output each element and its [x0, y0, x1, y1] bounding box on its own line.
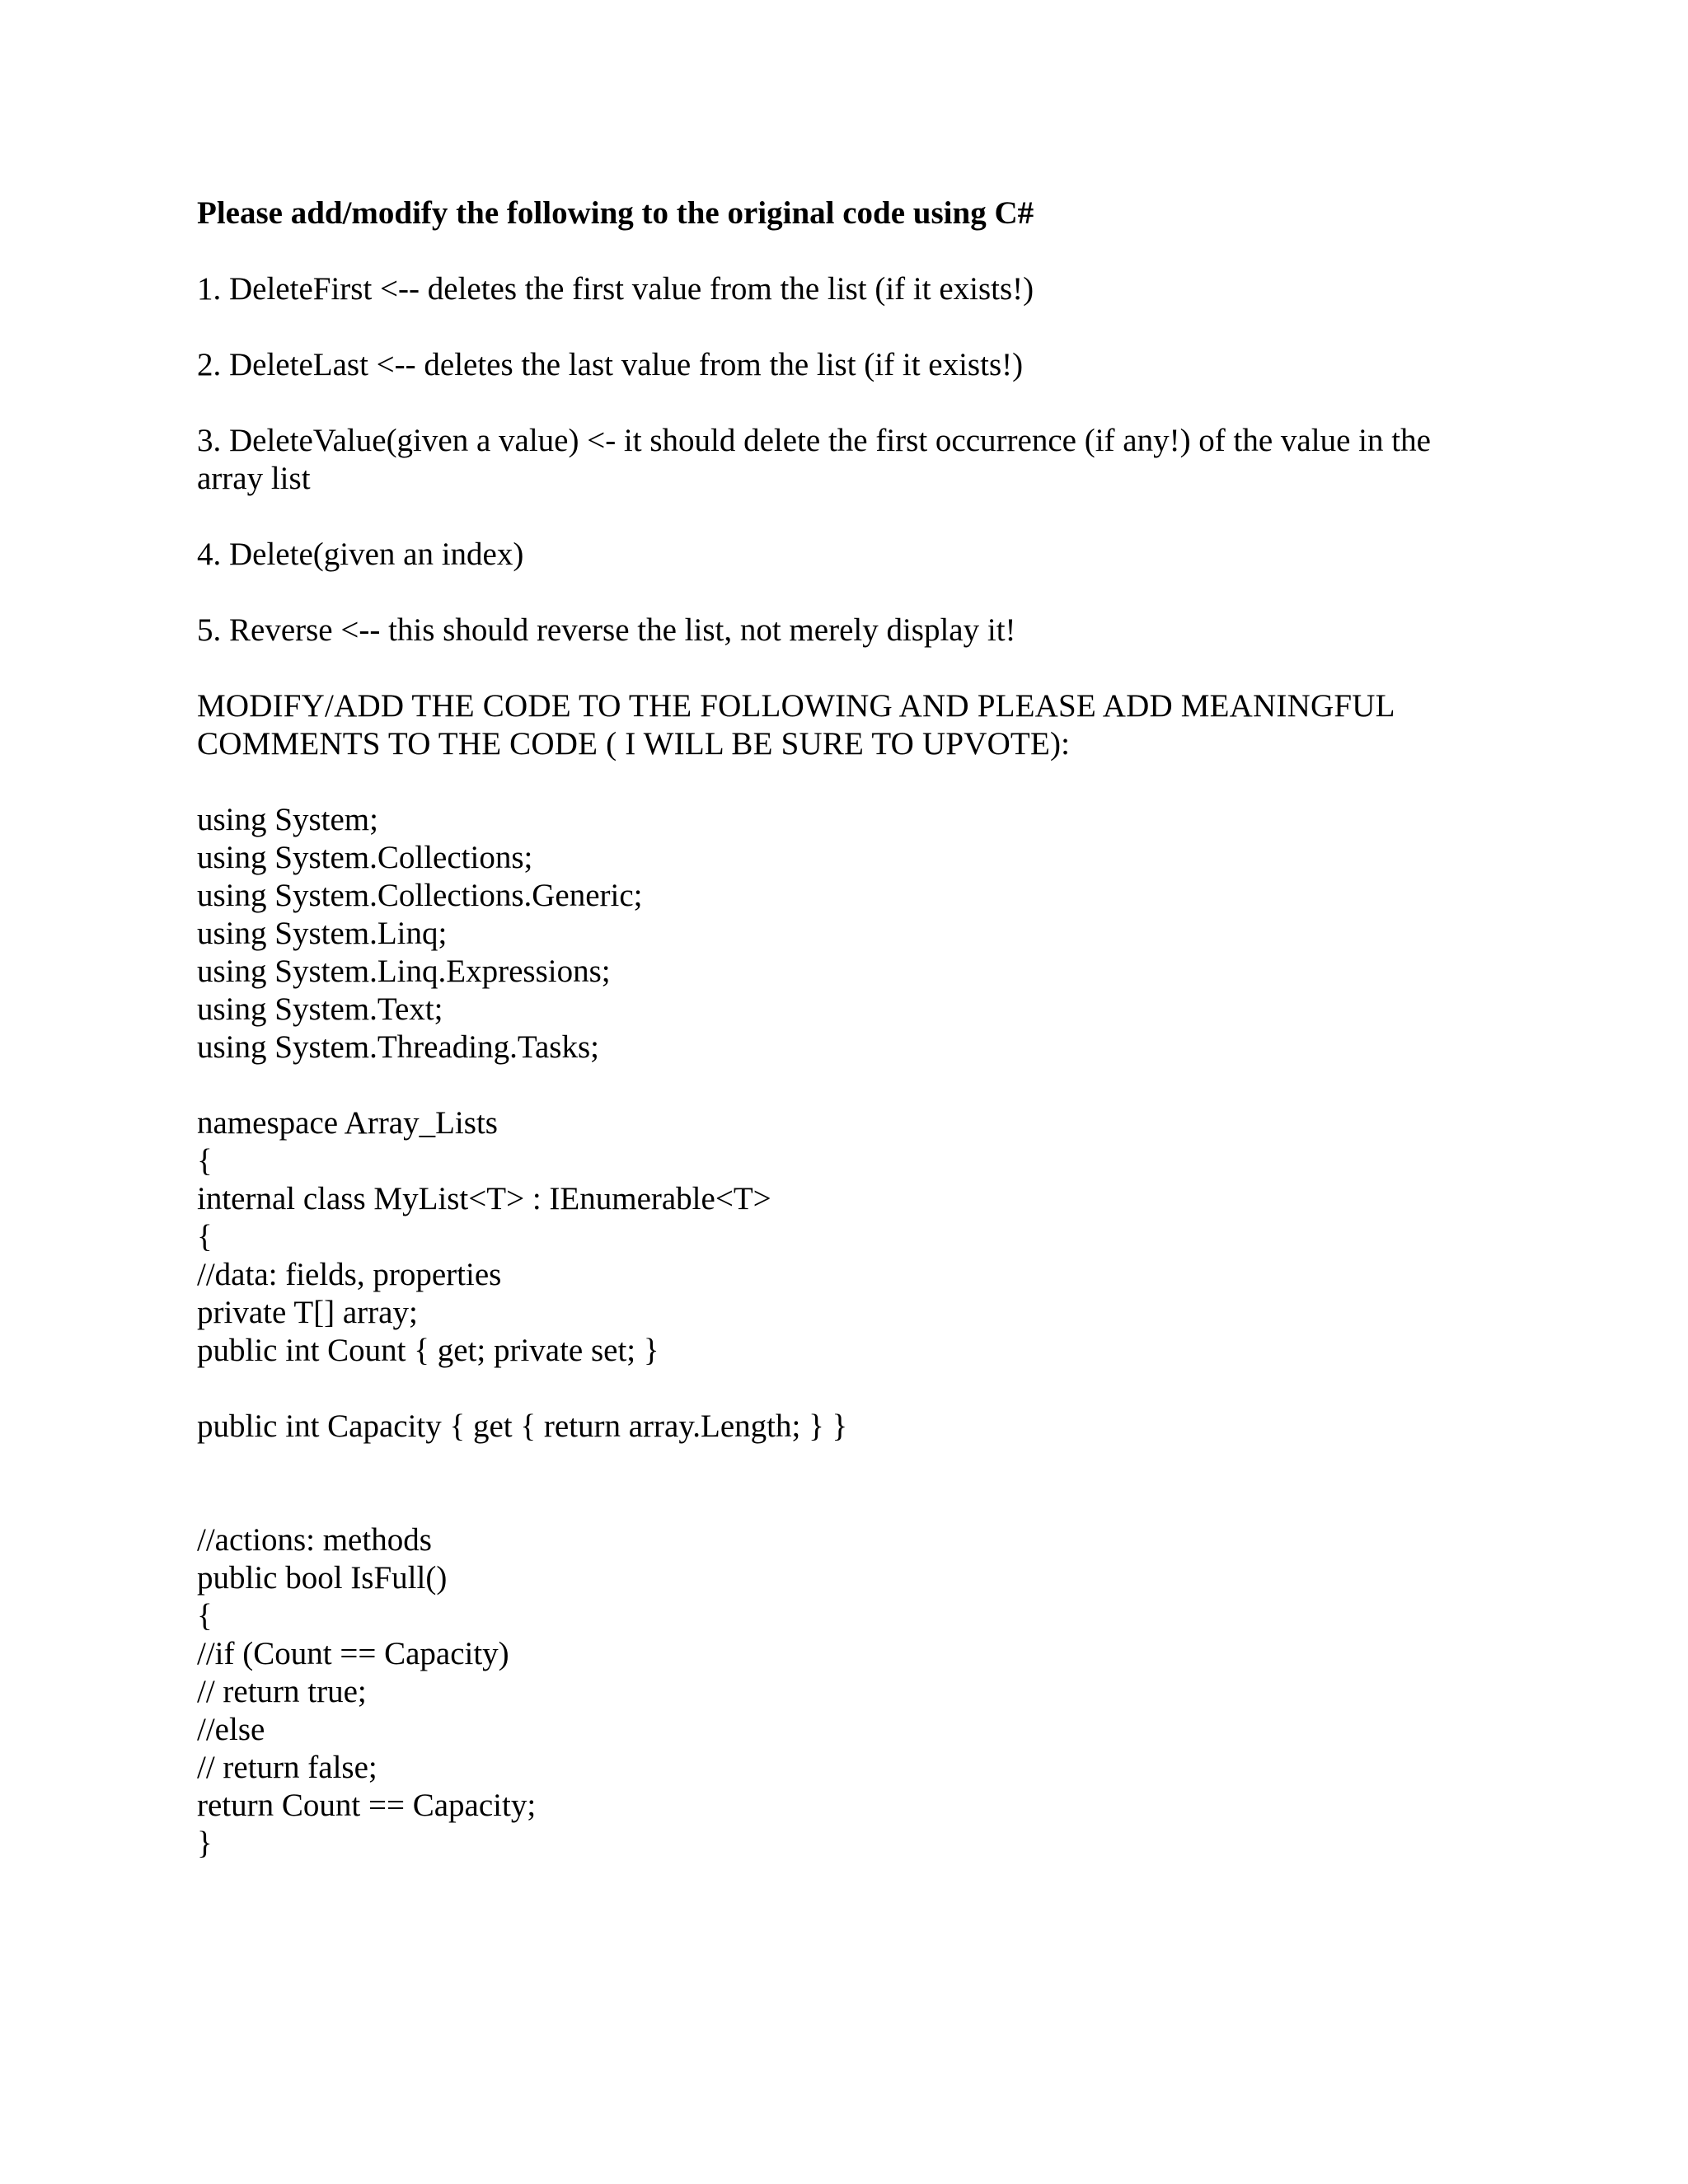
code-line: public int Capacity { get { return array.Length; } } — [197, 1408, 848, 1444]
code-line: internal class MyList<T> : IEnumerable<T> — [197, 1181, 771, 1216]
code-usings-block — [197, 801, 1483, 1066]
code-line: using System.Collections; — [197, 840, 533, 875]
code-line: private T[] array; — [197, 1295, 418, 1330]
code-class-block — [197, 1104, 1483, 1370]
code-line: //else — [197, 1712, 265, 1747]
code-capacity-block — [197, 1408, 1483, 1446]
code-line: //actions: methods — [197, 1522, 432, 1558]
code-line: //data: fields, properties — [197, 1257, 502, 1292]
code-line: return Count == Capacity; — [197, 1788, 537, 1823]
code-line: using System.Text; — [197, 991, 443, 1027]
requirement-item: 2. DeleteLast <-- deletes the last value from the list (if it exists!) — [197, 347, 1024, 382]
code-line — [197, 1483, 1483, 1521]
document-content — [197, 194, 1483, 1900]
requirement-item: 1. DeleteFirst <-- deletes the first value from the list (if it exists!) — [197, 271, 1034, 307]
document-heading: Please add/modify the following to the original code using C# — [197, 195, 1034, 231]
code-line: } — [197, 1825, 213, 1861]
code-line: // return true; — [197, 1674, 367, 1709]
code-line: public bool IsFull() — [197, 1560, 448, 1596]
requirement-item: 4. Delete(given an index) — [197, 537, 524, 572]
code-line: using System.Linq; — [197, 916, 448, 951]
code-line: { — [197, 1598, 213, 1633]
requirement-item: 3. DeleteValue(given a value) <- it should delete the first occurrence (if any!) of the value in the array list — [197, 423, 1431, 496]
code-line: using System.Threading.Tasks; — [197, 1029, 599, 1065]
code-line: using System.Collections.Generic; — [197, 878, 643, 913]
code-line: { — [197, 1219, 213, 1254]
instruction-text: MODIFY/ADD THE CODE TO THE FOLLOWING AND PLEASE ADD MEANINGFUL COMMENTS TO THE CODE ( I WILL BE SURE TO UPVOTE): — [197, 688, 1395, 762]
code-line: using System.Linq.Expressions; — [197, 954, 611, 989]
code-line: { — [197, 1143, 213, 1179]
code-line: namespace Array_Lists — [197, 1105, 498, 1141]
code-line: using System; — [197, 802, 378, 837]
code-methods-block — [197, 1483, 1483, 1863]
code-line: public int Count { get; private set; } — [197, 1333, 659, 1368]
requirement-item: 5. Reverse <-- this should reverse the list, not merely display it! — [197, 612, 1016, 648]
code-line: //if (Count == Capacity) — [197, 1636, 509, 1671]
code-line: // return false; — [197, 1750, 377, 1785]
